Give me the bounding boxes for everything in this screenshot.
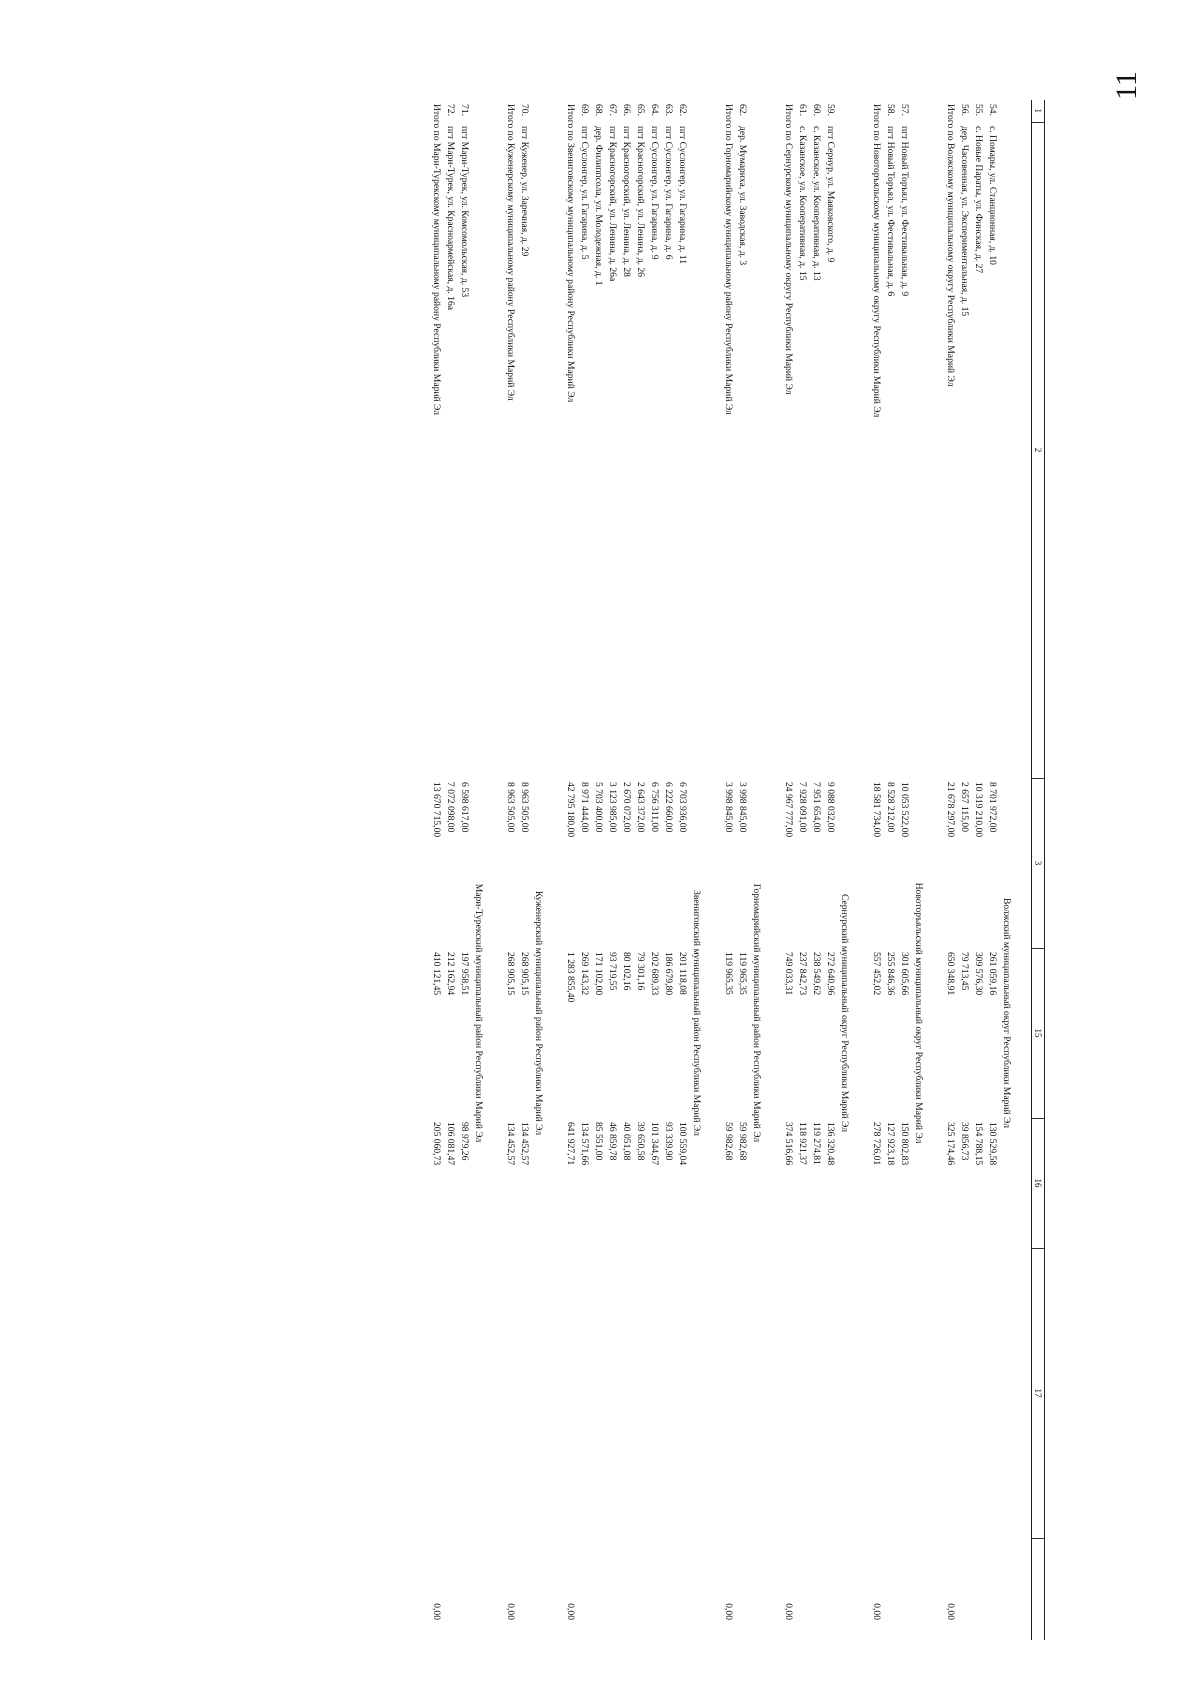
row-col-17-value (647, 1248, 661, 1538)
total-col-17-value: 0,00 (945, 1603, 956, 1620)
row-address: дер. Филиппсола, ул. Молодежная, д. 1 (593, 126, 604, 286)
section-spacer-right (471, 1248, 503, 1640)
total-col-16-value: 374 516,66 (783, 1122, 794, 1166)
row-col-17-value (735, 1248, 749, 1538)
total-col-3-value: 21 678 297,00 (945, 782, 956, 838)
row-col-extra (823, 1538, 837, 1640)
row-col-17-value (897, 1248, 911, 1538)
row-col-16-value: 136 320,48 (825, 1122, 836, 1166)
total-col-17-spacer (721, 1248, 735, 1538)
section-spacer (531, 100, 563, 778)
total-col-16-value: 641 927,71 (565, 1122, 576, 1166)
row-col-17-value (883, 1248, 897, 1538)
row-number: 66. (621, 104, 632, 116)
row-col-15-value: 197 958,51 (459, 952, 470, 996)
row-col-16-value: 39 856,73 (959, 1122, 970, 1161)
section-spacer-right (999, 1248, 1032, 1640)
total-col-3-value: 24 967 777,00 (783, 782, 794, 838)
row-col-15-value: 212 162,94 (445, 952, 456, 996)
row-number: 56. (959, 104, 970, 116)
row-col-3-value: 6 598 617,00 (459, 782, 470, 833)
table-row (971, 100, 985, 1640)
section-title: Звениговский муниципальный район Республики Марий Эл (691, 890, 702, 1136)
table-row (591, 100, 605, 1640)
row-col-17-value (675, 1248, 689, 1538)
table-row (661, 100, 675, 1640)
row-col-15-value: 186 679,80 (663, 952, 674, 996)
row-col-15-value: 309 576,30 (973, 952, 984, 996)
row-col-15-value: 202 689,33 (649, 952, 660, 996)
row-address: с. Казанское, ул. Кооперативная, д. 13 (811, 126, 822, 281)
row-number: 59. (825, 104, 836, 116)
row-col-3-value: 3 123 985,00 (607, 782, 618, 833)
row-col-extra (675, 1538, 689, 1640)
row-col-17-value (605, 1248, 619, 1538)
total-row (869, 100, 883, 1640)
row-col-17-value (517, 1248, 531, 1538)
row-col-extra (605, 1538, 619, 1640)
total-col-3-value: 8 963 505,00 (505, 782, 516, 833)
header-col-2: 2 (1032, 122, 1045, 778)
total-col-16-value: 59 982,68 (723, 1122, 734, 1161)
total-col-15-value: 749 033,31 (783, 952, 794, 996)
row-col-16-value: 39 650,58 (635, 1122, 646, 1161)
row-address: пгт Суслонгер, ул. Гагарина, д. 11 (677, 126, 688, 265)
row-address: пгт Мари-Турек, ул. Комсомольская, д. 53 (459, 126, 470, 298)
row-col-15-value: 255 846,36 (885, 952, 896, 996)
row-col-3-value: 10 319 210,00 (973, 782, 984, 838)
row-col-3-value: 6 703 936,00 (677, 782, 688, 833)
section-title-row (749, 100, 781, 1640)
row-number: 63. (663, 104, 674, 116)
table-row (809, 100, 823, 1640)
table-body (429, 100, 1032, 1640)
row-address: пгт Новый Торъял, ул. Фестивальная, д. 9 (899, 126, 910, 297)
row-col-15-value: 272 640,96 (825, 952, 836, 996)
total-label: Итого по Сернурскому муниципальному округу Республики Марий Эл (783, 104, 794, 395)
section-spacer-right (531, 1248, 563, 1640)
row-address: пгт Сернур, ул. Маяковского, д. 9 (825, 126, 836, 263)
row-number: 60. (811, 104, 822, 116)
total-label: Итого по Куженерскому муниципальному району Республики Марий Эл (505, 104, 516, 401)
total-row (943, 100, 957, 1640)
row-col-16-value: 130 529,58 (987, 1122, 998, 1166)
section-title-row (999, 100, 1032, 1640)
total-col-17-value: 0,00 (723, 1603, 734, 1620)
row-number: 67. (607, 104, 618, 116)
row-col-3-value: 2 643 372,00 (635, 782, 646, 833)
row-col-extra (795, 1538, 809, 1640)
row-address: пгт Куженер, ул. Заречная, д. 29 (519, 126, 530, 257)
table-row (957, 100, 971, 1640)
section-title-row (471, 100, 503, 1640)
row-col-16-value: 100 559,04 (677, 1122, 688, 1166)
total-col-15-value: 268 905,15 (505, 952, 516, 996)
total-col-17-value: 0,00 (783, 1603, 794, 1620)
row-col-3-value: 8 971 444,00 (579, 782, 590, 833)
total-col-17-value: 0,00 (565, 1603, 576, 1620)
row-col-extra (971, 1538, 985, 1640)
row-col-16-value: 154 788,15 (973, 1122, 984, 1166)
row-col-17-value (957, 1248, 971, 1538)
row-col-16-value: 119 274,81 (811, 1122, 822, 1165)
table-row (633, 100, 647, 1640)
total-col-17-spacer (943, 1248, 957, 1538)
row-col-extra (633, 1538, 647, 1640)
row-col-extra (457, 1538, 471, 1640)
total-row (503, 100, 517, 1640)
section-spacer (689, 100, 721, 778)
table-row (443, 100, 457, 1640)
total-col-15-value: 119 965,35 (723, 952, 734, 995)
row-number: 64. (649, 104, 660, 116)
total-row (781, 100, 795, 1640)
row-col-17-value (633, 1248, 647, 1538)
total-row (721, 100, 735, 1640)
row-col-17-value (795, 1248, 809, 1538)
row-col-extra (661, 1538, 675, 1640)
row-col-16-value: 106 081,47 (445, 1122, 456, 1166)
row-address: дер. Мумариха, ул. Заводская, д. 3 (737, 126, 748, 266)
section-title-row (911, 100, 943, 1640)
row-col-3-value: 7 951 654,00 (811, 782, 822, 833)
total-col-3-value: 18 581 734,00 (871, 782, 882, 838)
row-number: 57. (899, 104, 910, 116)
row-col-extra (577, 1538, 591, 1640)
section-spacer (999, 100, 1032, 778)
total-label: Итого по Волжскому муниципальному округу Республики Марий Эл (945, 104, 956, 387)
row-number: 62. (737, 104, 748, 116)
total-col-17-spacer (429, 1248, 443, 1538)
row-col-15-value: 268 905,15 (519, 952, 530, 996)
section-spacer-right (689, 1248, 721, 1640)
total-label: Итого по Новоторъяльскому муниципальному округу Республики Марий Эл (871, 104, 882, 418)
section-spacer (749, 100, 781, 778)
row-col-17-value (619, 1248, 633, 1538)
row-col-17-value (591, 1248, 605, 1538)
section-spacer-right (837, 1248, 869, 1640)
section-title-row (689, 100, 721, 1640)
row-col-15-value: 237 842,73 (797, 952, 808, 996)
row-col-17-value (443, 1248, 457, 1538)
row-address: с. Помары, ул. Станционная, д. 10 (987, 126, 998, 265)
row-address: с. Новые Параты, ул. Финская, д. 27 (973, 126, 984, 274)
row-address: пгт Красногорский, ул. Ленина, д. 26 (635, 126, 646, 277)
row-number: 62. (677, 104, 688, 116)
row-col-3-value: 10 053 522,00 (899, 782, 910, 838)
row-col-3-value: 3 998 845,00 (737, 782, 748, 833)
total-col-15-value: 1 283 855,40 (565, 952, 576, 1003)
total-row (563, 100, 577, 1640)
section-title: Куженерский муниципальный район Республики Марий Эл (533, 890, 544, 1136)
row-col-extra (517, 1538, 531, 1640)
row-col-3-value: 8 701 972,00 (987, 782, 998, 833)
row-col-16-value: 134 571,66 (579, 1122, 590, 1166)
rotated-table-sheet (205, 100, 1045, 1640)
total-col-17-spacer (869, 1248, 883, 1538)
total-col-16-value: 205 060,73 (431, 1122, 442, 1166)
row-col-15-value: 261 059,16 (987, 952, 998, 996)
row-col-17-value (823, 1248, 837, 1538)
row-col-16-value: 127 923,18 (885, 1122, 896, 1166)
row-col-16-value: 59 982,68 (737, 1122, 748, 1161)
table-row (647, 100, 661, 1640)
row-col-17-value (661, 1248, 675, 1538)
total-col-3-value: 13 670 715,00 (431, 782, 442, 838)
row-col-17-value (985, 1248, 999, 1538)
total-col-3-value: 42 795 180,00 (565, 782, 576, 838)
total-col-16-value: 134 452,57 (505, 1122, 516, 1166)
row-col-15-value: 80 102,16 (621, 952, 632, 991)
total-col-17-value: 0,00 (431, 1603, 442, 1620)
table-row (675, 100, 689, 1640)
row-col-16-value: 46 859,78 (607, 1122, 618, 1161)
row-number: 58. (885, 104, 896, 116)
table-row (897, 100, 911, 1640)
total-col-17-value: 0,00 (871, 1603, 882, 1620)
row-col-15-value: 269 143,32 (579, 952, 590, 996)
budget-table (429, 100, 1045, 1640)
row-number: 71. (459, 104, 470, 116)
row-col-17-value (971, 1248, 985, 1538)
table-row (577, 100, 591, 1640)
section-title: Сернурский муниципальный округ Республики Марий Эл (839, 893, 850, 1133)
table-row (823, 100, 837, 1640)
section-spacer-right (911, 1248, 943, 1640)
total-col-17-spacer (563, 1248, 577, 1538)
total-row (429, 100, 443, 1640)
row-address: с. Казанское, ул. Кооперативная, д. 15 (797, 126, 808, 281)
section-spacer (837, 100, 869, 778)
row-col-16-value: 101 344,67 (649, 1122, 660, 1166)
row-col-extra (443, 1538, 457, 1640)
row-number: 68. (593, 104, 604, 116)
row-col-15-value: 119 965,35 (737, 952, 748, 995)
total-col-17-spacer (781, 1248, 795, 1538)
column-number-header (1032, 100, 1045, 1640)
total-col-16-value: 278 726,01 (871, 1122, 882, 1166)
page-number: 11 (1110, 71, 1143, 100)
row-col-16-value: 98 979,26 (459, 1122, 470, 1161)
table-row (517, 100, 531, 1640)
header-col-15: 15 (1032, 948, 1045, 1118)
row-col-extra (897, 1538, 911, 1640)
section-spacer (471, 100, 503, 778)
row-col-extra (883, 1538, 897, 1640)
row-address: пгт Новый Торъял, ул. Фестивальная, д. 6 (885, 126, 896, 297)
header-col-3: 3 (1032, 778, 1045, 948)
total-col-16-value: 325 174,46 (945, 1122, 956, 1166)
total-col-17-value: 0,00 (505, 1603, 516, 1620)
table-row (619, 100, 633, 1640)
row-address: пгт Красногорский, ул. Ленина, д. 28 (621, 126, 632, 277)
row-col-extra (957, 1538, 971, 1640)
row-col-17-value (809, 1248, 823, 1538)
header-col-17: 17 (1032, 1248, 1045, 1538)
row-col-extra (985, 1538, 999, 1640)
row-col-16-value: 118 921,37 (797, 1122, 808, 1165)
row-col-3-value: 8 963 505,00 (519, 782, 530, 833)
total-col-15-value: 410 121,45 (431, 952, 442, 996)
row-address: пгт Суслонгер, ул. Гагарина, д. 5 (579, 126, 590, 260)
row-col-extra (735, 1538, 749, 1640)
row-address: пгт Мари-Турек, ул. Красноармейская, д. 16а (445, 126, 456, 311)
row-col-15-value: 171 102,00 (593, 952, 604, 996)
row-col-15-value: 301 605,66 (899, 952, 910, 996)
table-row (795, 100, 809, 1640)
row-col-15-value: 238 549,62 (811, 952, 822, 996)
table-row (457, 100, 471, 1640)
row-col-extra (591, 1538, 605, 1640)
row-col-3-value: 9 088 032,00 (825, 782, 836, 833)
row-col-16-value: 40 051,08 (621, 1122, 632, 1161)
total-label: Итого по Горномарийскому муниципальному району Республики Марий Эл (723, 104, 734, 415)
row-col-3-value: 7 928 091,00 (797, 782, 808, 833)
row-col-15-value: 93 719,55 (607, 952, 618, 991)
row-address: пгт Суслонгер, ул. Гагарина, д. 6 (663, 126, 674, 260)
table-row (883, 100, 897, 1640)
row-number: 55. (973, 104, 984, 116)
row-col-3-value: 6 222 660,00 (663, 782, 674, 833)
row-col-15-value: 201 118,08 (677, 952, 688, 995)
total-col-3-value: 3 998 845,00 (723, 782, 734, 833)
total-col-17-spacer (503, 1248, 517, 1538)
row-address: пгт Суслонгер, ул. Гагарина, д. 9 (649, 126, 660, 260)
table-row (735, 100, 749, 1640)
row-address: пгт Красногорский, ул. Ленина, д. 26а (607, 126, 618, 282)
header-col-1: 1 (1032, 100, 1045, 122)
section-title: Новоторъяльский муниципальный округ Республики Марий Эл (913, 882, 924, 1144)
row-col-3-value: 6 756 311,00 (649, 782, 660, 833)
total-label: Итого по Звениговскому муниципальному району Республики Марий Эл (565, 104, 576, 403)
row-col-extra (647, 1538, 661, 1640)
header-col-blank (1032, 1538, 1045, 1640)
total-label: Итого по Мари-Турекскому муниципальному району Республики Марий Эл (431, 104, 442, 416)
row-col-15-value: 79 301,16 (635, 952, 646, 991)
section-title: Мари-Турекский муниципальный район Республики Марий Эл (473, 883, 484, 1143)
row-col-16-value: 134 452,57 (519, 1122, 530, 1166)
header-col-16: 16 (1032, 1118, 1045, 1248)
table-row (985, 100, 999, 1640)
row-col-3-value: 7 072 098,00 (445, 782, 456, 833)
section-title: Горномарийский муниципальный район Республики Марий Эл (751, 883, 762, 1143)
row-number: 72. (445, 104, 456, 116)
total-col-15-value: 557 452,02 (871, 952, 882, 996)
row-number: 61. (797, 104, 808, 116)
row-address: дер. Часовенная, ул. Экспериментальная, д. 15 (959, 126, 970, 317)
total-col-15-value: 650 348,91 (945, 952, 956, 996)
row-number: 65. (635, 104, 646, 116)
row-number: 70. (519, 104, 530, 116)
row-col-16-value: 150 802,83 (899, 1122, 910, 1166)
row-col-3-value: 2 657 115,00 (959, 782, 970, 833)
section-spacer (911, 100, 943, 778)
section-spacer-right (749, 1248, 781, 1640)
section-title-row (837, 100, 869, 1640)
row-number: 69. (579, 104, 590, 116)
row-col-3-value: 2 670 072,00 (621, 782, 632, 833)
section-title-row (531, 100, 563, 1640)
section-title: Волжский муниципальный округ Республики Марий Эл (1001, 897, 1012, 1129)
row-col-16-value: 93 339,90 (663, 1122, 674, 1161)
row-col-17-value (457, 1248, 471, 1538)
row-col-17-value (577, 1248, 591, 1538)
row-col-3-value: 5 703 400,00 (593, 782, 604, 833)
table-row (605, 100, 619, 1640)
row-col-extra (809, 1538, 823, 1640)
row-col-extra (619, 1538, 633, 1640)
row-col-15-value: 79 713,45 (959, 952, 970, 991)
row-col-3-value: 8 528 212,00 (885, 782, 896, 833)
row-number: 54. (987, 104, 998, 116)
row-col-16-value: 85 551,00 (593, 1122, 604, 1161)
